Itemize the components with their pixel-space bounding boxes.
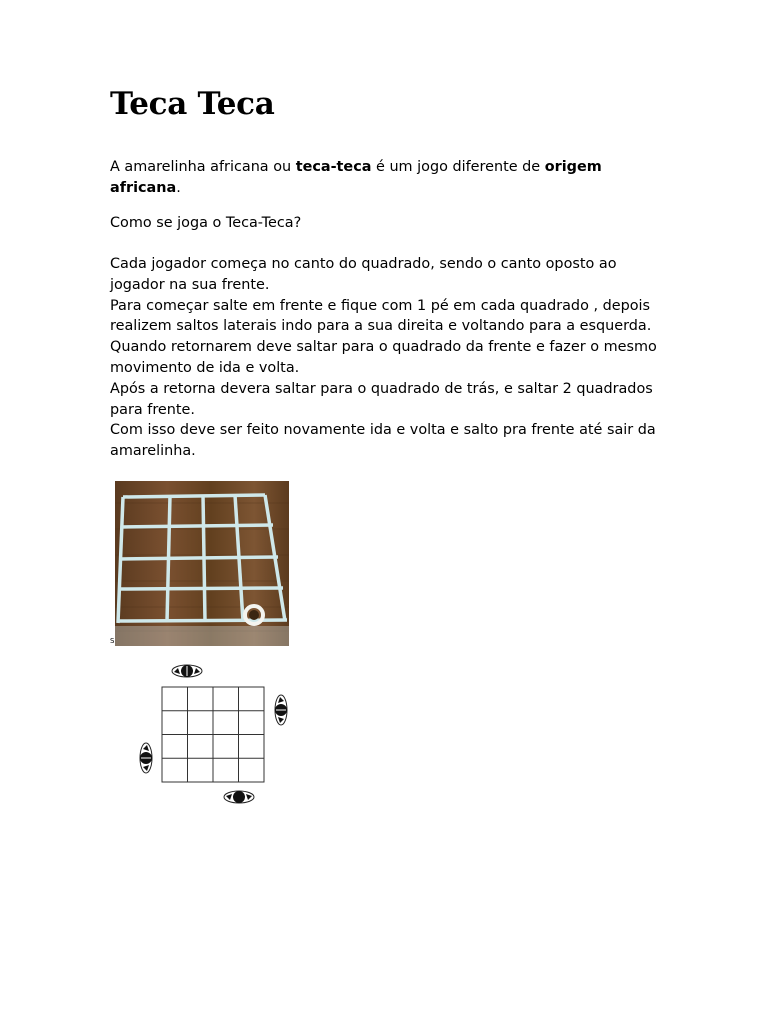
intro-bold-1: teca-teca bbox=[295, 159, 372, 175]
player-top-icon bbox=[172, 665, 202, 677]
grid-4x4 bbox=[162, 687, 264, 782]
grid-floor-photo bbox=[115, 481, 289, 646]
instruction-line: Quando retornarem deve saltar para o quadrado da frente e fazer o mesmo movimento de ida e volta. bbox=[110, 339, 657, 376]
intro-paragraph bbox=[110, 157, 650, 199]
instruction-line: Com isso deve ser feito novamente ida e volta e salto pra frente até sair da amarelinha. bbox=[110, 422, 656, 460]
photo-mark: S bbox=[110, 637, 115, 645]
instructions bbox=[110, 254, 670, 462]
instruction-line: Para começar salte em frente e fique com 1 pé em cada quadrado , depois realizem saltos laterais indo para a sua direita e voltando para a esquerda. bbox=[110, 297, 652, 335]
intro-text-2: é um jogo diferente de bbox=[371, 159, 545, 175]
instruction-line: Cada jogador começa no canto do quadrado, sendo o canto oposto ao jogador na sua frente. bbox=[110, 256, 617, 293]
grid-players-diagram bbox=[136, 660, 302, 808]
instruction-line: Após a retorna devera saltar para o quadrado de trás, e saltar 2 quadrados para frente. bbox=[110, 380, 653, 418]
section-question: Como se joga o Teca-Teca? bbox=[110, 215, 302, 231]
player-bottom-icon bbox=[224, 791, 254, 803]
intro-text-3: . bbox=[176, 180, 181, 196]
player-right-icon bbox=[275, 695, 287, 725]
page-title: Teca Teca bbox=[110, 86, 275, 122]
intro-bold-2: origem africana bbox=[110, 159, 602, 196]
player-left-icon bbox=[140, 743, 152, 773]
intro-text-1: A amarelinha africana ou bbox=[110, 159, 296, 175]
